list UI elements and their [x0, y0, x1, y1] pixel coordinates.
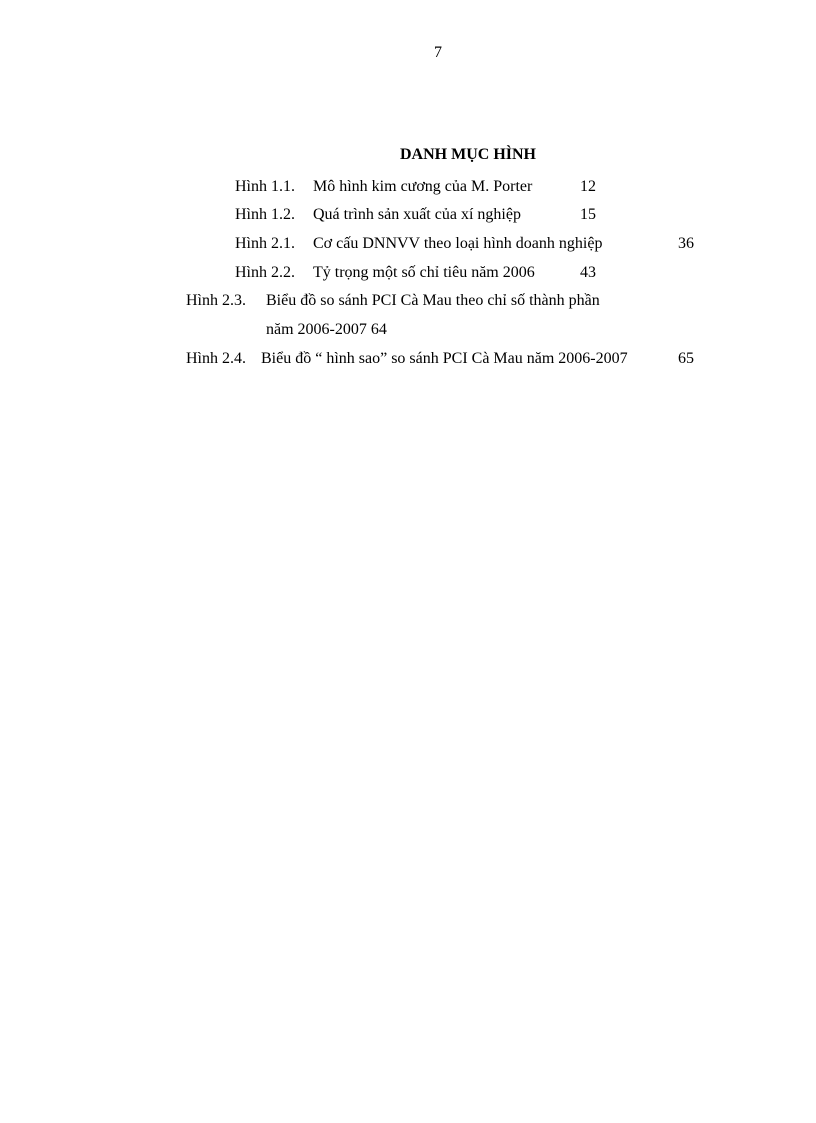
figure-label: Hình 2.1. — [235, 235, 295, 252]
figure-title: Quá trình sản xuất của xí nghiệp — [313, 206, 521, 223]
figure-label: Hình 1.1. — [235, 178, 295, 195]
figure-page: 36 — [678, 235, 694, 252]
figure-page: 12 — [580, 178, 596, 195]
figure-label: Hình 2.4. — [186, 350, 246, 367]
figure-title: Cơ cấu DNNVV theo loại hình doanh nghiệp — [313, 235, 603, 252]
page-number: 7 — [434, 44, 442, 61]
figure-title: Tỷ trọng một số chỉ tiêu năm 2006 — [313, 264, 535, 281]
figure-label: Hình 2.2. — [235, 264, 295, 281]
figure-title: Mô hình kim cương của M. Porter — [313, 178, 533, 195]
figure-title: Biểu đồ so sánh PCI Cà Mau theo chỉ số thành phần — [266, 292, 600, 309]
figure-page: 65 — [678, 350, 694, 367]
figure-page: 15 — [580, 206, 596, 223]
figure-label: Hình 1.2. — [235, 206, 295, 223]
list-of-figures-heading: DANH MỤC HÌNH — [400, 146, 536, 163]
figure-page: 43 — [580, 264, 596, 281]
figure-title-continuation: năm 2006-2007 64 — [266, 321, 387, 338]
figure-title: Biểu đồ “ hình sao” so sánh PCI Cà Mau năm 2006-2007 — [261, 350, 628, 367]
figure-label: Hình 2.3. — [186, 292, 246, 309]
